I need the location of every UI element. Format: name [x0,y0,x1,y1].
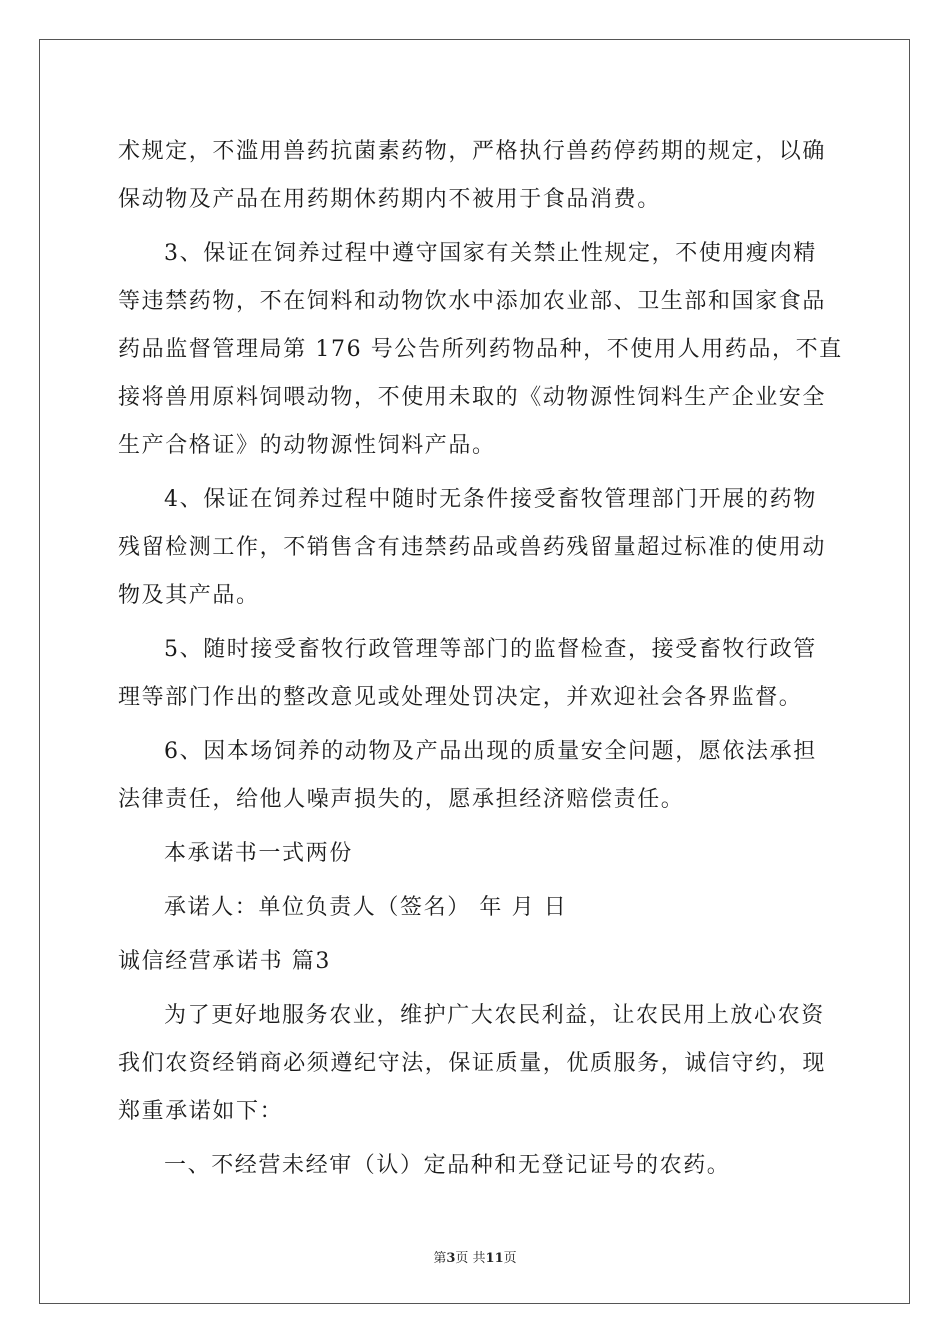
text-line: 等违禁药物，不在饲料和动物饮水中添加农业部、卫生部和国家食品 [118,289,827,314]
text-line: 一、不经营未经审（认）定品种和无登记证号的农药。 [164,1153,731,1178]
document-body [118,128,843,1190]
page-footer [0,1247,950,1266]
footer-page-number: 3 [446,1251,456,1266]
footer-suffix: 页 [503,1251,517,1266]
text-line: 4、保证在饲养过程中随时无条件接受畜牧管理部门开展的药物 [164,487,817,512]
text-line: 本承诺书一式两份 [164,841,353,866]
text-line: 5、随时接受畜牧行政管理等部门的监督检查，接受畜牧行政管 [164,637,817,662]
footer-total-pages: 11 [485,1251,504,1266]
text-line: 术规定，不滥用兽药抗菌素药物，严格执行兽药停药期的规定，以确 [118,139,827,164]
text-line: 我们农资经销商必须遵纪守法，保证质量，优质服务，诚信守约，现 [118,1051,827,1076]
text-line: 保动物及产品在用药期休药期内不被用于食品消费。 [118,187,661,212]
footer-prefix: 第 [433,1251,447,1266]
text-line: 理等部门作出的整改意见或处理处罚决定，并欢迎社会各界监督。 [118,685,803,710]
text-line: 生产合格证》的动物源性饲料产品。 [118,433,496,458]
text-line: 诚信经营承诺书 篇3 [118,949,331,974]
text-line: 药品监督管理局第 176 号公告所列药物品种，不使用人用药品，不直 [118,337,843,362]
text-line: 为了更好地服务农业，维护广大农民利益，让农民用上放心农资 [164,1003,825,1028]
text-line: 法律责任，给他人噪声损失的，愿承担经济赔偿责任。 [118,787,685,812]
text-line: 郑重承诺如下： [118,1099,284,1124]
text-line: 承诺人：单位负责人（签名） 年 月 日 [164,895,568,920]
text-line: 6、因本场饲养的动物及产品出现的质量安全问题，愿依法承担 [164,739,817,764]
text-line: 3、保证在饲养过程中遵守国家有关禁止性规定，不使用瘦肉精 [164,241,817,266]
footer-mid: 页 共 [455,1251,486,1266]
text-line: 接将兽用原料饲喂动物，不使用未取的《动物源性饲料生产企业安全 [118,385,827,410]
text-line: 物及其产品。 [118,583,260,608]
text-line: 残留检测工作，不销售含有违禁药品或兽药残留量超过标准的使用动 [118,535,827,560]
